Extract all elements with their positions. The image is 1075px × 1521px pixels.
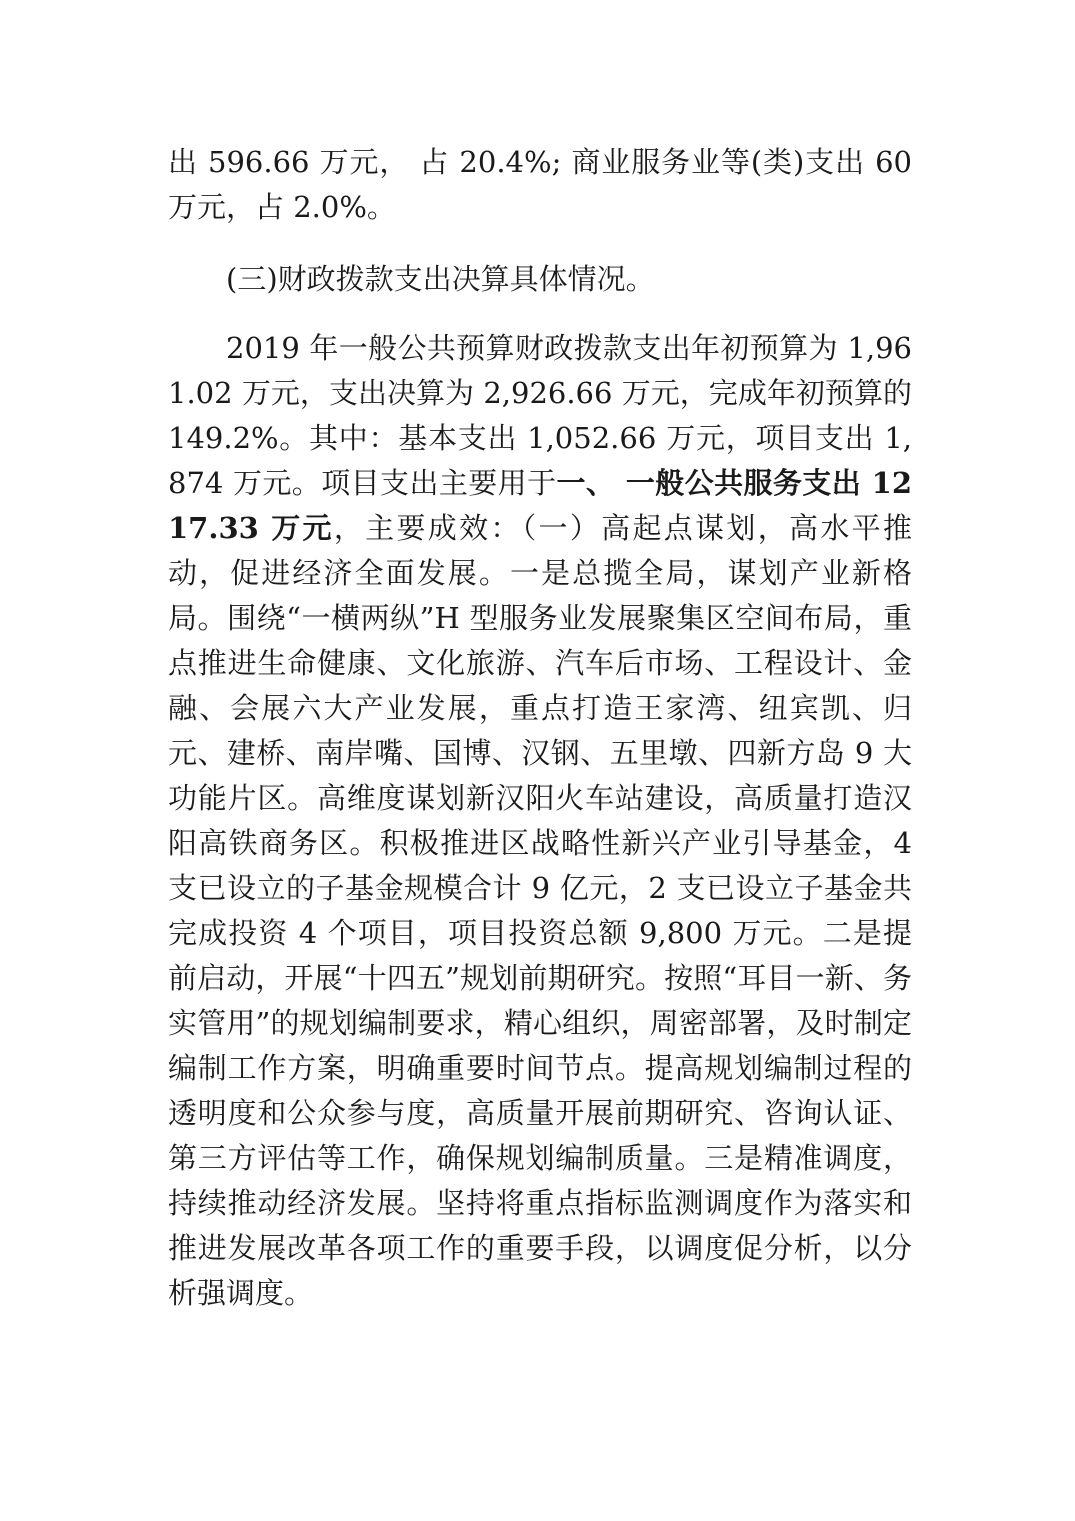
paragraph-expenditure-share: 出 596.66 万元， 占 20.4%; 商业服务业等(类)支出 60 万元，占 2.0%。 [168, 145, 912, 224]
paragraph-fiscal-details [168, 326, 912, 1316]
paragraph-text-intro: 2019 年一般公共预算财政拨款支出年初预算为 1,961.02 万元，支出决算为 2,926.66 万元，完成年初预算的 149.2%。其中：基本支出 1,052.66 万元，项目支出 1,874 万元。项目支出主要用于 [168, 331, 912, 500]
section-heading-fiscal-expenditure: (三)财政拨款支出决算具体情况。 [226, 262, 655, 296]
paragraph-text-body: ，主要成效：（一）高起点谋划，高水平推动，促进经济全面发展。一是总揽全局，谋划产业新格局。围绕“一横两纵”H 型服务业发展聚集区空间布局，重点推进生命健康、文化旅游、汽车后市场、工程设计、金融、会展六大产业发展，重点打造王家湾、纽宾凯、归元、建桥、南岸嘴、国博、汉钢、五里墩、四新方岛 9 大功能片区。高维度谋划新汉阳火车站建设，高质量打造汉阳高铁商务区。积极推进区战略性新兴产业引导基金，4 支已设立的子基金规模合计 9 亿元，2 支已设立子基金共完成投资 4 个项目，项目投资总额 9,800 万元。二是提前启动，开展“十四五”规划前期研究。按照“耳目一新、务实管用”的规划编制要求，精心组织，周密部署，及时制定编制工作方案，明确重要时间节点。提高规划编制过程的透明度和公众参与度，高质量开展前期研究、咨询认证、第三方评估等工作，确保规划编制质量。三是精准调度，持续推动经济发展。坚持将重点指标监测调度作为落实和推进发展改革各项工作的重要手段，以调度促分析，以分析强调度。 [168, 511, 912, 1310]
document-page [168, 140, 912, 1316]
paragraph-text-bold-highlight: 一、 一般公共服务支出 1217.33 万元 [168, 466, 912, 545]
